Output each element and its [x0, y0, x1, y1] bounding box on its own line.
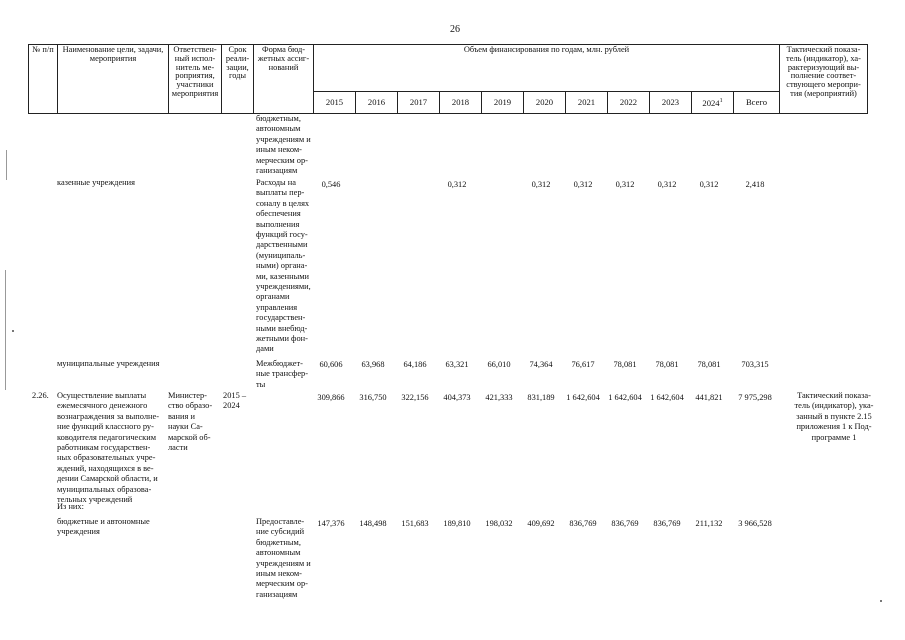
row-form-line: бюджетным,	[256, 114, 301, 123]
year-2023: 2023	[650, 92, 692, 114]
row-form-line: учреждениям и	[256, 134, 311, 144]
row-form-line: соналу в целях	[256, 198, 310, 208]
row-value: 63,968	[361, 360, 385, 369]
row-value: 76,617	[571, 360, 595, 369]
row-responsible-line: науки Са-	[168, 422, 203, 432]
year-2016: 2016	[356, 92, 398, 114]
row-value: 0,312	[699, 180, 719, 189]
year-2017: 2017	[398, 92, 440, 114]
row-value: 63,321	[445, 360, 469, 369]
row-name-line: казенные учреждения	[57, 178, 135, 187]
row-value: 78,081	[613, 360, 637, 369]
header-responsible: Ответствен- ный испол- нитель ме- роприятия, участники мероприятия	[169, 45, 222, 114]
row-value: 309,866	[317, 393, 345, 402]
row-value: 198,032	[485, 519, 513, 528]
row-form-line: бюджетным,	[256, 537, 301, 547]
row-indicator-line: Тактический показа-	[797, 391, 871, 400]
year-2021: 2021	[566, 92, 608, 114]
row-responsible-line: марской об-	[168, 432, 211, 442]
row-value: 1 642,604	[608, 393, 642, 402]
row-name-line: муниципальных образова-	[57, 484, 152, 494]
header-volume: Объем финансирования по годам, млн. рублей	[314, 45, 780, 92]
row-form-line: ными внебюд-	[256, 323, 308, 333]
header-term: Срок реали- зации, годы	[222, 45, 254, 114]
row-value: 0,312	[657, 180, 677, 189]
row-name-line: работникам государствен-	[57, 443, 151, 452]
row-value: 151,683	[401, 519, 429, 528]
row-form-line: (муниципаль-	[256, 250, 306, 260]
row-form-line: Межбюджет-	[256, 359, 303, 368]
row-value: 74,364	[529, 360, 553, 369]
row-value: 441,821	[695, 393, 723, 402]
row-value: 0,312	[573, 180, 593, 189]
row-form-line: выплаты пер-	[256, 188, 305, 198]
row-form-line: управления	[256, 302, 298, 312]
row-name-line: учреждения	[57, 527, 100, 537]
row-indicator-line: приложения 1 к Под-	[796, 422, 872, 432]
row-name-line: ние функций классного ру-	[57, 422, 154, 432]
row-form-line: автономным	[256, 124, 301, 134]
row-value: 836,769	[569, 519, 597, 528]
row-name-line: муниципальные учреждения	[57, 359, 160, 368]
row-term-line: 2015 –	[223, 391, 247, 400]
row-form-line: ными) органа-	[256, 261, 308, 271]
row-value: 78,081	[697, 360, 721, 369]
row-responsible-line: ласти	[168, 443, 188, 452]
row-responsible-line: вания и	[168, 411, 195, 421]
row-form-line: обеспечения	[256, 209, 301, 219]
row-form-line: ганизациям	[256, 166, 298, 175]
row-form-line: выполнения	[256, 219, 300, 229]
row-value: 421,333	[485, 393, 513, 402]
row-name-line: вознаграждения за выполне-	[57, 411, 160, 421]
row-name-line: бюджетные и автономные	[57, 517, 150, 526]
row-number: 2.26.	[32, 391, 49, 400]
row-value: 404,373	[443, 393, 471, 402]
row-name-line: ководителя педагогическим	[57, 432, 157, 442]
row-value: 0,312	[615, 180, 635, 189]
year-total: Всего	[734, 92, 780, 114]
row-responsible-line: ство образо-	[168, 401, 213, 411]
scan-dot	[880, 600, 882, 602]
row-form-line: дарственными	[256, 240, 308, 250]
header-form: Форма бюд- жетных ассиг- нований	[254, 45, 314, 114]
row-value: 831,189	[527, 393, 555, 402]
row-value: 0,312	[531, 180, 551, 189]
row-form-line: учреждениям и	[256, 558, 311, 568]
row-form-line: мерческим ор-	[256, 579, 308, 589]
row-name-line: дении Самарской области, и	[57, 474, 158, 484]
row-form-line: иным неком-	[256, 145, 302, 155]
row-value: 60,606	[319, 360, 343, 369]
row-name-line: Осуществление выплаты	[57, 391, 147, 400]
row-form-line: мерческим ор-	[256, 155, 308, 165]
row-value: 147,376	[317, 519, 345, 528]
row-value: 78,081	[655, 360, 679, 369]
row-name-line: ных образовательных учре-	[57, 453, 156, 463]
row-value: 211,132	[695, 519, 723, 528]
row-term-line: 2024	[223, 401, 240, 411]
row-value: 7 975,298	[738, 393, 772, 402]
row-indicator-line: занный в пункте 2.15	[796, 411, 872, 421]
year-2020: 2020	[524, 92, 566, 114]
row-form-line: ные трансфер-	[256, 369, 309, 379]
row-form-line: ми, казенными	[256, 271, 310, 281]
scan-mark	[5, 270, 6, 390]
row-form-line: функций госу-	[256, 230, 308, 239]
header-indicator: Тактический показа- тель (индикатор), ха- рактеризующий вы- полнение соответ- ствующего меропри- тия (мероприятий)	[780, 45, 868, 114]
row-value: 316,750	[359, 393, 387, 402]
row-value: 322,156	[401, 393, 429, 402]
row-form-line: ганизациям	[256, 589, 298, 599]
row-responsible-line: Министер-	[168, 391, 207, 400]
year-2015: 2015	[314, 92, 356, 114]
row-form-line: иным неком-	[256, 569, 302, 578]
page-number: 26	[450, 24, 460, 35]
row-form-line: жетными фон-	[256, 334, 308, 343]
year-2022: 2022	[608, 92, 650, 114]
row-value: 0,312	[447, 180, 467, 189]
scan-dot	[12, 330, 14, 332]
row-indicator-line: программе 1	[811, 432, 857, 442]
row-indicator-line: тель (индикатор), ука-	[794, 401, 874, 411]
row-value: 148,498	[359, 519, 387, 528]
year-2018: 2018	[440, 92, 482, 114]
scan-mark	[6, 150, 7, 180]
row-value: 1 642,604	[566, 393, 600, 402]
row-value: 2,418	[745, 180, 765, 189]
row-value: 66,010	[487, 360, 511, 369]
row-form-line: ты	[256, 379, 266, 389]
header-name: Наименование цели, задачи, мероприятия	[58, 45, 169, 114]
row-form-line: ние субсидий	[256, 527, 305, 537]
row-value: 3 966,528	[738, 519, 772, 528]
row-form-line: государствен-	[256, 313, 306, 323]
row-value: 836,769	[653, 519, 681, 528]
row-value: 703,315	[741, 360, 769, 369]
row-name-line: ежемесячного денежного	[57, 401, 148, 411]
row-name-line: тельных учреждений	[57, 495, 133, 504]
row-form-line: учреждениями,	[256, 282, 311, 291]
row-value: 409,692	[527, 519, 555, 528]
year-2024: 2024$^1$	[692, 92, 734, 114]
row-value: 836,769	[611, 519, 639, 528]
row-value: 1 642,604	[650, 393, 684, 402]
row-value: 0,546	[321, 180, 341, 189]
row-form-line: органами	[256, 292, 290, 302]
row-name-line: ждений, находящихся в ве-	[57, 463, 154, 473]
row-form-line: Предоставле-	[256, 517, 305, 526]
table-header	[28, 44, 868, 114]
year-2019: 2019	[482, 92, 524, 114]
row-value: 64,186	[403, 360, 427, 369]
header-num: № п/п	[29, 45, 58, 114]
row-name-line: Из них:	[57, 502, 84, 511]
row-value: 189,810	[443, 519, 471, 528]
row-form-line: Расходы на	[256, 178, 296, 187]
row-form-line: дами	[256, 344, 274, 354]
row-form-line: автономным	[256, 548, 301, 558]
